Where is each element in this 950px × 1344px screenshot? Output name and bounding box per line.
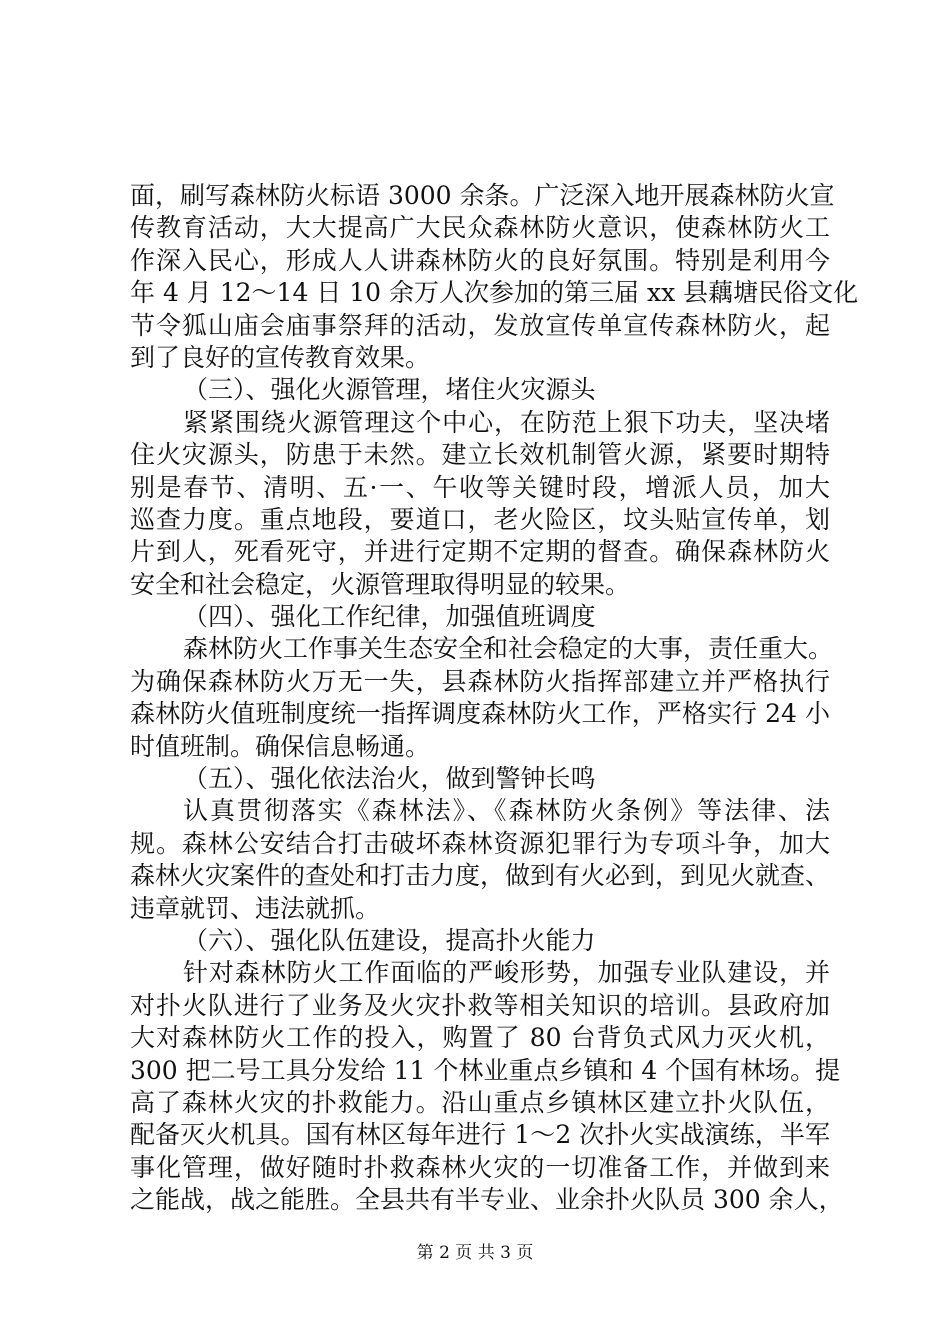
body-line: 巡查力度。重点地段，要道口，老火险区，坟头贴宣传单，划 bbox=[130, 504, 830, 534]
body-line: 之能战，战之能胜。全县共有半专业、业余扑火队员 300 余人， bbox=[130, 1185, 844, 1215]
body-line: 面，刷写森林防火标语 3000 余条。广泛深入地开展森林防火宣 bbox=[130, 181, 835, 210]
body-line: 片到人，死看死守，并进行定期不定期的督查。确保森林防火 bbox=[130, 537, 830, 567]
body-line: 别是春节、清明、五·一、午收等关键时段，增派人员，加大 bbox=[130, 472, 830, 502]
body-line: 传教育活动，大大提高广大民众森林防火意识，使森林防火工 bbox=[130, 213, 830, 243]
body-line: 紧紧围绕火源管理这个中心，在防范上狠下功夫，坚决堵 bbox=[183, 407, 830, 437]
body-line: 年 4 月 12～14 日 10 余万人次参加的第三届 xx 县藕塘民俗文化 bbox=[130, 278, 859, 308]
body-line: 300 把二号工具分发给 11 个林业重点乡镇和 4 个国有林场。提 bbox=[130, 1055, 841, 1085]
body-line: 作深入民心，形成人人讲森林防火的良好氛围。特别是利用今 bbox=[130, 245, 830, 275]
body-line: 针对森林防火工作面临的严峻形势，加强专业队建设，并 bbox=[183, 958, 830, 988]
body-line: 高了森林火灾的扑救能力。沿山重点乡镇林区建立扑火队伍， bbox=[130, 1087, 830, 1117]
body-line: 事化管理，做好随时扑救森林火灾的一切准备工作，并做到来 bbox=[130, 1152, 830, 1182]
page-footer: 第 2 页 共 3 页 bbox=[416, 1243, 534, 1263]
body-line: 森林火灾案件的查处和打击力度，做到有火必到，到见火就查、 bbox=[130, 861, 831, 891]
body-line: 住火灾源头，防患于未然。建立长效机制管火源，紧要时期特 bbox=[130, 440, 830, 470]
body-line: 配备灭火机具。国有林区每年进行 1～2 次扑火实战演练，半军 bbox=[130, 1120, 830, 1150]
body-line: 对扑火队进行了业务及火灾扑救等相关知识的培训。县政府加 bbox=[130, 990, 830, 1020]
section-heading: （三）、强化火源管理，堵住火灾源头 bbox=[183, 375, 596, 405]
body-line: 规。森林公安结合打击破坏森林资源犯罪行为专项斗争，加大 bbox=[130, 828, 830, 858]
section-heading: （四）、强化工作纪律，加强值班调度 bbox=[183, 602, 596, 632]
body-line: 认真贯彻落实《森林法》、《森林防火条例》等法律、法 bbox=[183, 796, 830, 826]
body-line: 违章就罚、违法就抓。 bbox=[130, 893, 381, 923]
body-line: 到了良好的宣传教育效果。 bbox=[130, 342, 431, 372]
section-heading: （六）、强化队伍建设，提高扑火能力 bbox=[183, 925, 596, 955]
document-body bbox=[130, 180, 859, 1217]
body-line: 节令狐山庙会庙事祭拜的活动，发放宣传单宣传森林防火，起 bbox=[130, 310, 830, 340]
body-line: 时值班制。确保信息畅通。 bbox=[130, 731, 431, 761]
body-line: 大对森林防火工作的投入，购置了 80 台背负式风力灭火机， bbox=[130, 1023, 830, 1053]
body-line: 森林防火工作事关生态安全和社会稳定的大事，责任重大。 bbox=[183, 634, 834, 664]
section-heading: （五）、强化依法治火，做到警钟长鸣 bbox=[183, 764, 596, 794]
body-line: 森林防火值班制度统一指挥调度森林防火工作，严格实行 24 小 bbox=[130, 699, 830, 729]
body-line: 为确保森林防火万无一失，县森林防火指挥部建立并严格执行 bbox=[130, 666, 830, 696]
body-line: 安全和社会稳定，火源管理取得明显的较果。 bbox=[130, 569, 631, 599]
